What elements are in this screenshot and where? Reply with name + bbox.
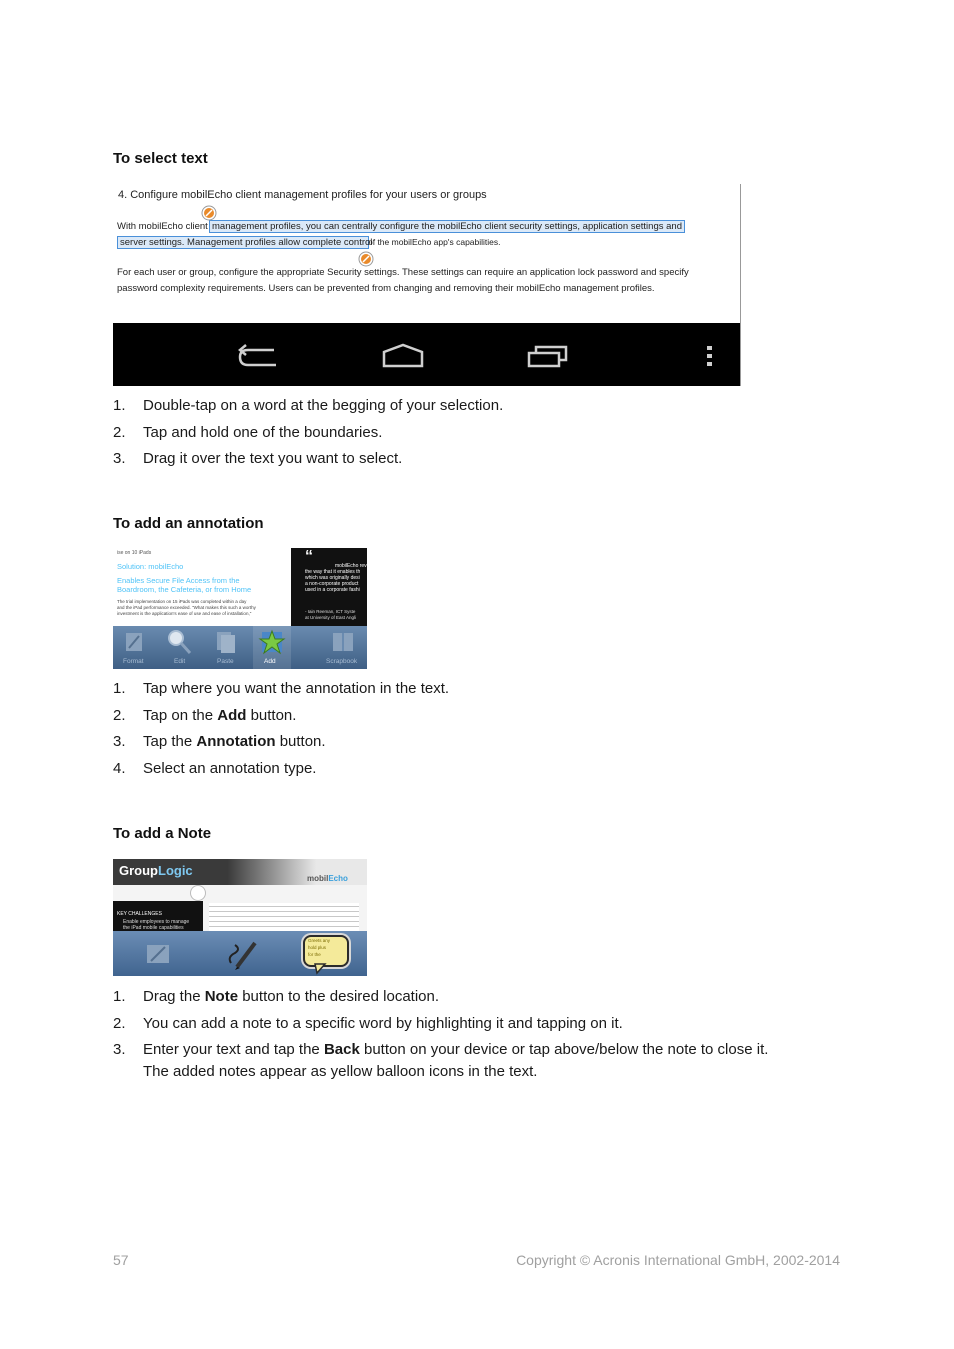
list-item: 2. Tap and hold one of the boundaries. (113, 423, 383, 441)
page-number: 57 (113, 1252, 129, 1268)
note-tool-icon[interactable] (143, 939, 173, 969)
copyright-notice: Copyright © Acronis International GmbH, 2002-2014 (516, 1252, 840, 1268)
paste-icon (215, 630, 237, 654)
list-item: 1. Drag the Note button to the desired location. (113, 988, 440, 1005)
add-note-steps (113, 988, 768, 1081)
add-star-icon (258, 628, 286, 656)
heading-select-text: To select text (113, 150, 208, 167)
list-item: 3. Drag it over the text you want to select. (113, 450, 403, 467)
note-balloon-button[interactable]: Greets any hold plus for the (303, 935, 349, 967)
list-item: 2. Tap on the Add button. (113, 706, 297, 724)
grouplogic-logo: GroupLogic (119, 863, 193, 878)
shot-p1-post: of the mobilEcho app's capabilities. (368, 237, 501, 247)
balloon-tail-icon (313, 964, 327, 974)
key-challenges-panel: KEY CHALLENGES Enable employees to manage the iPad mobile capabilities (113, 901, 203, 931)
add-annotation-steps (113, 680, 449, 786)
menu-overflow-icon[interactable] (706, 344, 714, 368)
selection-start-handle-icon[interactable] (201, 205, 217, 221)
recent-apps-icon[interactable] (526, 343, 570, 369)
scrapbook-icon (331, 630, 355, 654)
heading-add-note: To add a Note (113, 825, 212, 842)
list-item: 2. You can add a note to a specific word by highlighting it and tapping on it. (113, 1014, 623, 1032)
shot-p1-pre: With mobilEcho client (117, 221, 208, 232)
screenshot-add-note (113, 859, 367, 976)
back-icon[interactable] (238, 343, 280, 369)
home-icon[interactable] (381, 343, 425, 369)
shot-p2-line1: For each user or group, configure the appropriate Security settings. These settings can require an application lock password and specify (117, 267, 689, 278)
heading-add-annotation: To add an annotation (113, 515, 264, 532)
shot-p2-line2: password complexity requirements. Users can be prevented from changing and removing their mobilEcho management profiles. (117, 283, 655, 294)
toolbar-paste-button[interactable]: Paste (203, 626, 253, 669)
toolbar-scrapbook-button[interactable]: Scrapbook (319, 626, 367, 669)
selection-end-handle-icon[interactable] (358, 251, 374, 267)
selected-text-line1[interactable]: management profiles, you can centrally configure the mobilEcho client security settings, application settings and (209, 220, 685, 233)
annotation-toolbar (113, 626, 367, 669)
pen-icon[interactable] (225, 937, 259, 971)
shot-heading: 4. Configure mobilEcho client management profiles for your users or groups (118, 189, 487, 201)
list-item: 1. Double-tap on a word at the begging of your selection. (113, 397, 504, 414)
quote-panel: “ mobilEcho revolutio the way that it enables th which was originally desi a non-corporate product used in a corporate fashi - Iain Reeman, ICT Syste at University of East Angli (291, 548, 367, 626)
list-item: 4. Select an annotation type. (113, 759, 317, 777)
list-item: 3. Enter your text and tap the Back button on your device or tap above/below the note to close it. The added notes appear as yellow balloon icons in the text. (113, 1041, 769, 1080)
magnifier-icon (165, 628, 193, 656)
android-navigation-bar (113, 323, 740, 386)
list-item: 3. Tap the Annotation button. (113, 733, 326, 750)
screenshot-select-text (113, 184, 741, 386)
toolbar-add-button[interactable]: Add (253, 626, 291, 669)
toolbar-format-button[interactable]: Format (113, 626, 157, 669)
format-icon (123, 630, 145, 654)
list-item: 1. Tap where you want the annotation in the text. (113, 680, 450, 697)
screenshot-add-annotation: ise on 10 iPads Solution: mobilEcho Enables Secure File Access from the Boardroom, the Cafeteria, or from Home The trial implementation on 15 iPads was completed within a day and the iPad performance exceeded. "What makes this such a worthy investment is the application's ease of use and ease of installation," “ mobilEcho revolutio the way that it enables th which was originally desi a non-corporate product used in a corporate fashi - Iain Reeman, ICT Syste at University of East Angli Format Edit Paste Add Scrapbook (113, 548, 367, 669)
toolbar-edit-button[interactable]: Edit (157, 626, 203, 669)
note-toolbar (113, 931, 367, 976)
document-text-lines (209, 903, 359, 931)
selected-text-line2[interactable]: server settings. Management profiles allow complete control (117, 236, 369, 249)
selection-circle-icon (189, 884, 207, 902)
select-text-steps (113, 397, 503, 477)
mobilecho-logo: mobilEcho (307, 874, 348, 883)
